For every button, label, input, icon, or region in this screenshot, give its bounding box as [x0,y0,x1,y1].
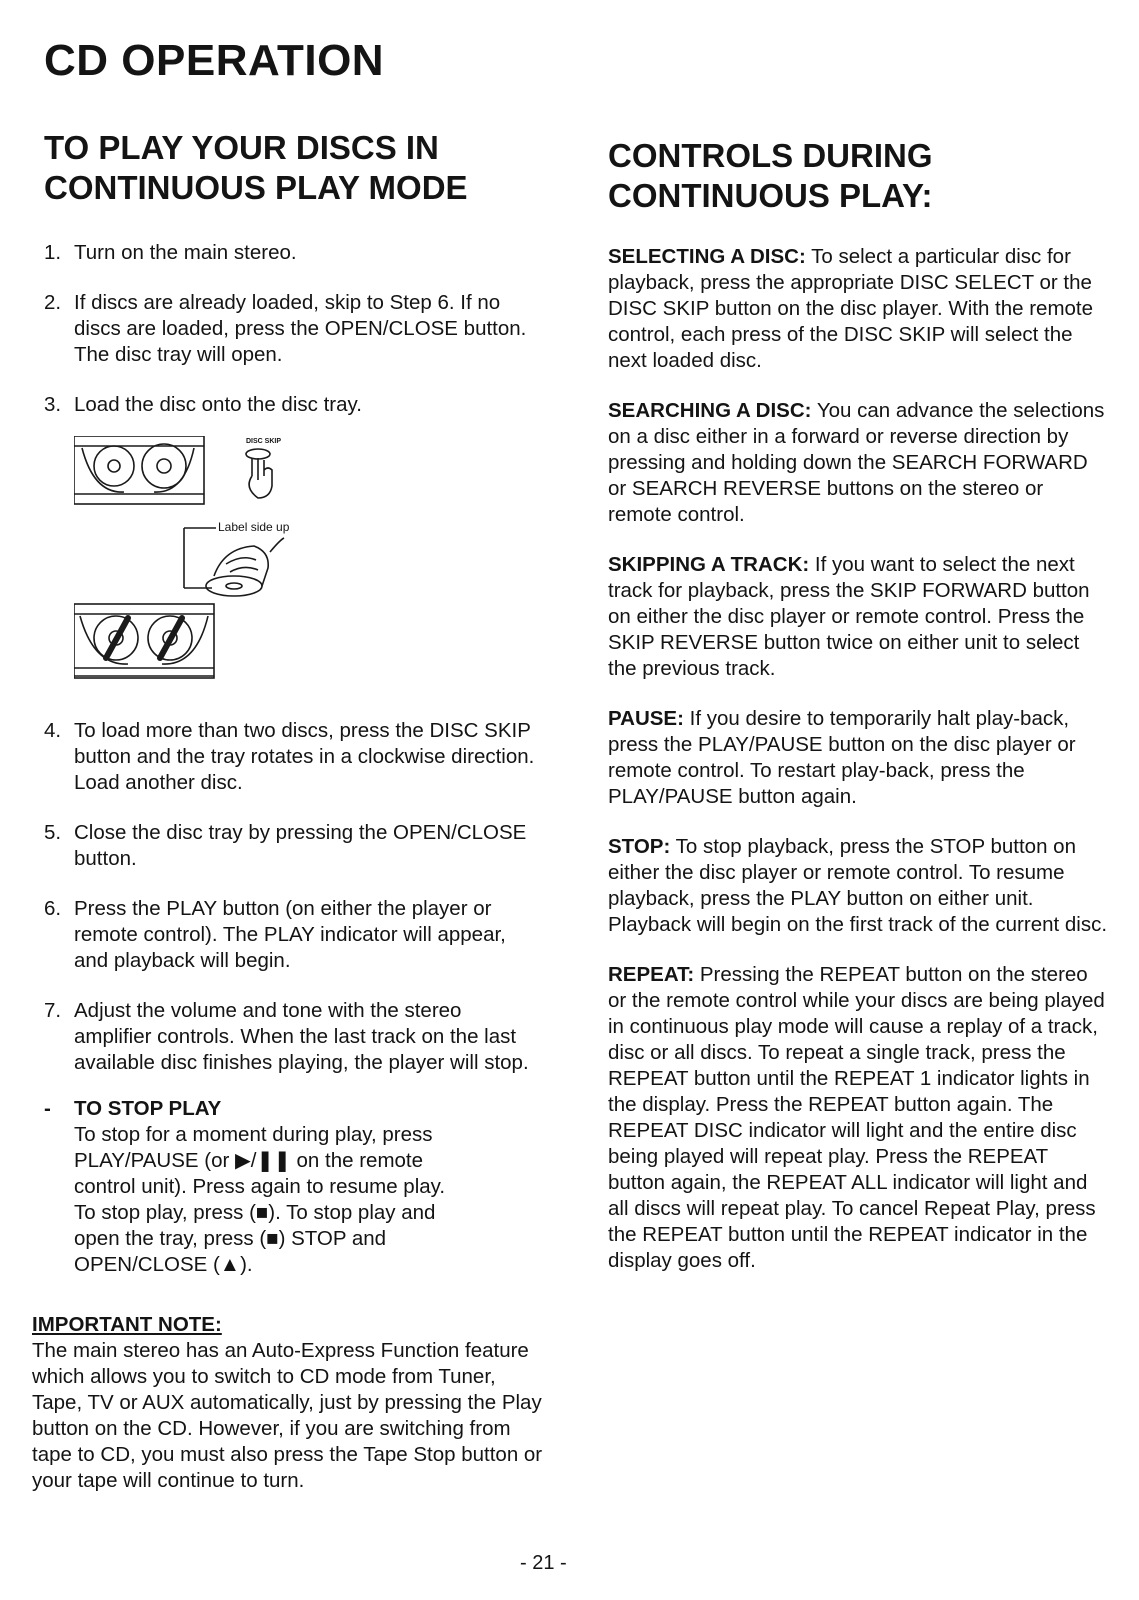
disc-skip-label: DISC SKIP [246,438,282,445]
steps-list-continued [44,718,544,1076]
page-title: CD OPERATION [44,36,385,85]
control-selecting-disc [608,244,1108,374]
step-number: 5. [44,821,62,844]
step-text: To load more than two discs, press the DISC SKIP button and the tray rotates in a clockwise direction. Load another disc. [74,719,535,794]
step-number: 6. [44,897,62,920]
control-stop [608,834,1108,938]
control-text: To stop playback, press the STOP button on either the disc player or remote control. To resume playback, press the PLAY button on either unit. Playback will begin on the first track of the current disc. [608,835,1108,936]
step-text: If discs are already loaded, skip to Step 6. If no discs are loaded, press the OPEN/CLOSE button. The disc tray will open. [74,291,527,366]
control-term: SKIPPING A TRACK: [608,553,810,576]
stop-play-line: To stop for a moment during play, press [74,1123,433,1146]
important-note-text: The main stereo has an Auto-Express Function feature which allows you to switch to CD mode from Tuner, Tape, TV or AUX automatically, just by pressing the Play button on the CD. However, if you are switching from tape to CD, you must also press the Tape Stop button or your tape will continue to turn. [32,1339,543,1492]
stop-play-line: open the tray, press (■) STOP and [74,1227,387,1250]
step-text: Press the PLAY button (on either the player or remote control). The PLAY indicator will appear, and playback will begin. [74,897,506,972]
stop-play-line: To stop play, press (■). To stop play and [74,1201,436,1224]
step-4 [44,718,544,796]
control-skipping-track [608,552,1108,682]
heading-line-2: CONTINUOUS PLAY MODE [44,169,468,206]
bullet-dash: - [44,1097,51,1120]
important-note-heading: IMPORTANT NOTE: [32,1313,222,1336]
control-repeat [608,962,1108,1274]
step-text: Turn on the main stereo. [74,241,297,264]
control-text: To select a particular disc for playback, press the appropriate DISC SELECT or the DISC SKIP button on the disc player. With the remote control, each press of the DISC SKIP will select the next loaded disc. [608,245,1094,372]
step-number: 4. [44,719,62,742]
stop-play-section [44,1096,544,1278]
step-1 [44,240,544,266]
control-text: If you desire to temporarily halt play-back, press the PLAY/PAUSE button on the disc player or remote control. To restart play-back, press the PLAY/PAUSE button again. [608,707,1076,808]
heading-line-2: CONTINUOUS PLAY: [608,177,933,214]
step-6 [44,896,544,974]
control-term: STOP: [608,835,671,858]
step-number: 1. [44,241,62,264]
control-searching-disc [608,398,1108,528]
right-column [608,136,1108,1298]
step-number: 7. [44,999,62,1022]
stop-play-line: OPEN/CLOSE (▲). [74,1253,253,1276]
stop-play-line: PLAY/PAUSE (or ▶/❚❚ on the remote [74,1149,424,1172]
left-column [32,128,544,1494]
stop-play-heading: TO STOP PLAY [74,1097,222,1120]
controls-heading [608,136,1108,216]
stop-play-line: control unit). Press again to resume play. [74,1175,446,1198]
control-term: SELECTING A DISC: [608,245,806,268]
control-text: Pressing the REPEAT button on the stereo or the remote control while your discs are being played in continuous play mode will cause a replay of a track, disc or all discs. To repeat a single track, press the REPEAT button until the REPEAT 1 indicator lights in the display. Press the REPEAT button again. The REPEAT DISC indicator will light and the entire disc being played will repeat play. Press the REPEAT button again, the REPEAT ALL indicator will light and all discs will repeat play. To cancel Repeat Play, press the REPEAT button until the REPEAT indicator in the display goes off. [608,963,1105,1272]
disc-tray-diagram [74,436,374,698]
heading-line-1: TO PLAY YOUR DISCS IN [44,129,439,166]
control-term: SEARCHING A DISC: [608,399,812,422]
control-term: REPEAT: [608,963,695,986]
step-text: Close the disc tray by pressing the OPEN/CLOSE button. [74,821,527,870]
step-number: 3. [44,393,62,416]
step-number: 2. [44,291,62,314]
label-side-up-label: Label side up [218,520,290,534]
control-text: If you want to select the next track for playback, press the SKIP FORWARD button on either the disc player or remote control. Press the SKIP REVERSE button twice on either unit to select the previous track. [608,553,1090,680]
step-text: Adjust the volume and tone with the stereo amplifier controls. When the last track on the last available disc finishes playing, the player will stop. [74,999,529,1074]
control-pause [608,706,1108,810]
step-7 [44,998,544,1076]
heading-line-1: CONTROLS DURING [608,137,933,174]
control-text: You can advance the selections on a disc either in a forward or reverse direction by pressing and holding down the SEARCH FORWARD or SEARCH REVERSE buttons on the stereo or remote control. [608,399,1105,526]
disc-tray-illustration [74,436,374,698]
step-5 [44,820,544,872]
step-text: Load the disc onto the disc tray. [74,393,362,416]
step-2 [44,290,544,368]
page-number: - 21 - [520,1552,567,1574]
continuous-play-heading [44,128,544,208]
step-3 [44,392,544,418]
important-note [32,1312,544,1494]
control-term: PAUSE: [608,707,684,730]
steps-list [44,240,544,418]
